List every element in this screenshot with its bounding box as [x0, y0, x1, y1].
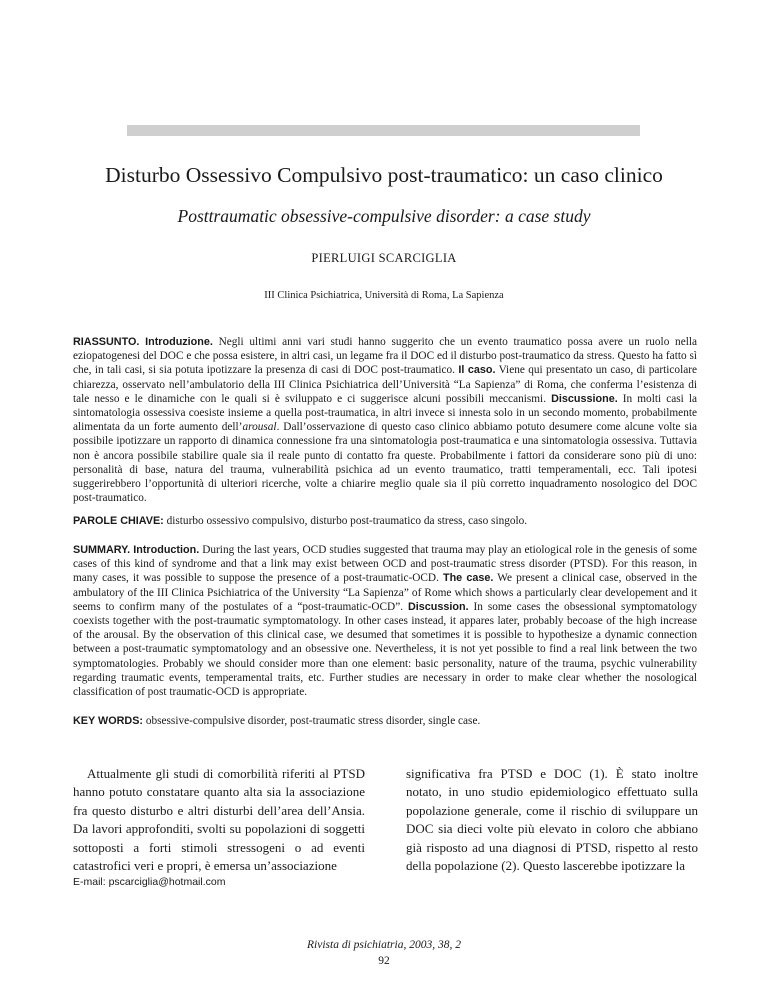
abstract-en-intro-text: During the last years, OCD studies suggested that trauma may play an etiological role in the genesis of some cases of this kind of syndrome and that a link may exist between OCD and post-traumatic stress disorder (PTSD). For this reason, in many cases, it was possible to suppose the presence of a post-traumatic-OCD.	[73, 544, 698, 585]
body-left-column: Attualmente gli studi di comorbilità riferiti al PTSD hanno potuto constatare quanto alta sia la associazione fra questo disturbo e altri disturbi dell’area dell’Ansia. Da lavori approfonditi, svolti su popolazioni di soggetti sottoposti a forti stimoli stressogeni o ad eventi catastrofici veri e propri, è emersa un’associazione	[73, 766, 365, 874]
page-number: 92	[378, 955, 390, 967]
abstract-it-discussion-label: Discussione.	[551, 392, 618, 405]
keywords-it-text: disturbo ossessivo compulsivo, disturbo post-traumatico da stress, caso singolo.	[163, 515, 528, 527]
author-affiliation: III Clinica Psichiatrica, Università di Roma, La Sapienza	[264, 290, 504, 301]
abstract-en-case-label: The case.	[442, 572, 494, 585]
abstract-it-intro-text: Negli ultimi anni vari studi hanno suggerito che un evento traumatico possa avere un ruolo nella eziopatogenesi del DOC e che possa esistere, in altri casi, un legame fra il DOC ed il disturbo post-traumatico da stress. Questo ha fatto sì che, in tali casi, si sia potuta ipotizzare la presenza di casi di DOC post-traumatico.	[73, 336, 698, 377]
abstract-it-discussion-italic: arousal	[242, 421, 277, 434]
keywords-english	[73, 714, 697, 728]
author-email: E-mail: pscarciglia@hotmail.com	[73, 876, 226, 888]
abstract-en-label: SUMMARY.	[73, 544, 131, 556]
header-rule	[127, 125, 640, 136]
abstract-italian	[73, 335, 697, 505]
abstract-english	[73, 543, 697, 699]
abstract-it-case-label: Il caso.	[458, 364, 496, 377]
abstract-it-label: RIASSUNTO.	[73, 336, 140, 348]
body-right-column: significativa fra PTSD e DOC (1). È stato inoltre notato, in uno studio epidemiologico effettuato sulla popolazione generale, come il rischio di sviluppare un DOC sia dieci volte più elevato in coloro che abbiano già risposto ad una diagnosi di PTSD, rispetto al resto della popolazione (2). Questo lascerebbe ipotizzare la	[406, 766, 698, 874]
journal-citation: Rivista di psichiatria, 2003, 38, 2	[307, 939, 461, 951]
keywords-italian	[73, 514, 697, 528]
author-name: PIERLUIGI SCARCIGLIA	[311, 251, 457, 265]
article-subtitle: Posttraumatic obsessive-compulsive disorder: a case study	[177, 206, 591, 226]
abstract-en-intro-label: Introduction.	[133, 544, 200, 556]
abstract-en-discussion-text: In some cases the obsessional symptomatology coexists together with the post-traumatic symptomatology. In other cases instead, it appares later, probably becoase of the high increase of the arousal. By the observation of this clinical case, we desumed that sometimes it is possible to hypothesize a dynamic connection between a post-traumatic symptomatology and an obsessive one. Nevertheless, it is not yet possible to find a real link between the two symptomatologies. Probably we should consider more than one element: basic personality, nature of the trauma, psychic vulnerability regarding traumatic events, temperamental traits, etc. Further studies are necessary in order to make clear whether the nosological classification of post traumatic-OCD is appropriate.	[73, 600, 698, 699]
keywords-en-text: obsessive-compulsive disorder, post-traumatic stress disorder, single case.	[143, 715, 481, 727]
abstract-it-discussion-text-a: In molti casi la sintomatologia ossessiva coesiste insieme a quella post-traumatica, in altri invece si innesta solo in un secondo momento, probabilmente alimentata da un forte aumento dell’	[73, 392, 697, 434]
abstract-en-discussion-label: Discussion.	[407, 600, 469, 613]
keywords-en-label: KEY WORDS:	[73, 715, 143, 727]
abstract-en-case-text: We present a clinical case, observed in the ambulatory of the III Clinica Psichiatrica of the University “La Sapienza” of Rome which shows a particularly clear developement and it seems to confirm many of the postulates of a “post-traumatic-OCD”.	[73, 572, 697, 613]
article-title: Disturbo Ossessivo Compulsivo post-traumatico: un caso clinico	[105, 163, 663, 187]
abstract-it-case-text: Viene qui presentato un caso, di particolare chiarezza, osservato nell’ambulatorio della III Clinica Psichiatrica dell’Università “La Sapienza” di Roma, che conferma l’esistenza di tale nesso e le dinamiche con le quali si è sviluppato e ci suggerisce alcuni possibili meccanismi.	[73, 364, 698, 405]
abstract-it-discussion-text-b: . Dall’osservazione di questo caso clinico abbiamo potuto desumere come alcune volte sia possibile ipotizzare un rapporto di dinamica connessione fra una sintomatologia post-traumatica e una sintomatologia ossessiva. Tuttavia non è ancora possibile stabilire quale sia il reale punto di contatto fra queste. Probabilmente i fattori da considerare sono più di uno: personalità di base, natura del trauma, vulnerabilità psichica ad un evento traumatico, tratti temperamentali, ecc. Tali ipotesi suggerirebbero l’opportunità di ulteriori ricerche, volte a chiarire meglio quale sia il più corretto inquadramento nosologico del DOC post-traumatico.	[73, 421, 697, 505]
keywords-it-label: PAROLE CHIAVE:	[73, 515, 164, 527]
abstract-it-intro-label: Introduzione.	[145, 336, 213, 348]
